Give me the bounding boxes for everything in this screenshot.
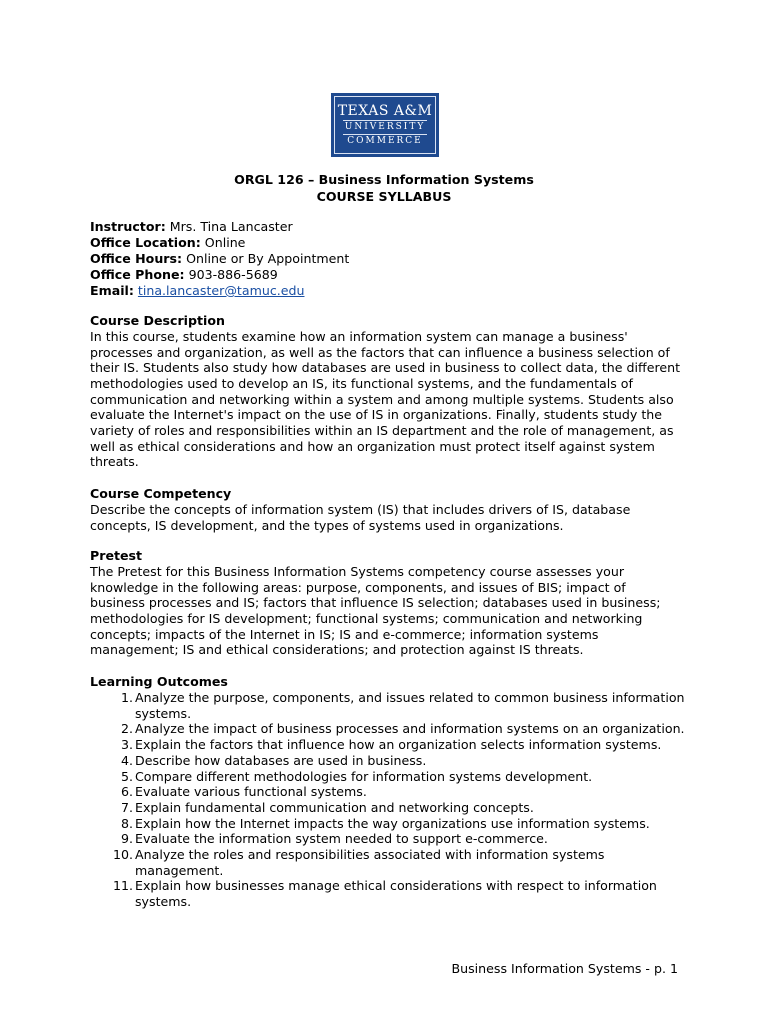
list-item [90, 816, 690, 832]
logo-line-3: COMMERCE [347, 136, 423, 146]
list-item-text: Describe how databases are used in business. [135, 752, 427, 768]
list-item-number: 5. [120, 768, 133, 784]
list-item [90, 878, 690, 909]
learning-outcomes-list [90, 690, 690, 910]
list-item [90, 769, 690, 785]
email-line [90, 283, 690, 299]
list-item [90, 831, 690, 847]
instructor-value: Mrs. Tina Lancaster [169, 219, 293, 234]
office-hours-value: Online or By Appointment [186, 251, 350, 266]
course-description-text: In this course, students examine how an information system can manage a business' processes and organization, as well as the factors that can influence a business selection of their IS. Students also study how databases are used in business to collect data, the different methodologies used to develop an IS, its functional systems, and the fundamentals of communication and networking within a system and among multiple systems. Students also evaluate the Internet's impact on the use of IS in organizations. Finally, students study the variety of roles and responsibilities within an IS department and the role of management, as well as ethical considerations and how an organization must protect itself against system threats. [90, 329, 681, 470]
list-item-text: Explain fundamental communication and networking concepts. [135, 799, 534, 815]
course-competency-heading: Course Competency [90, 486, 232, 501]
list-item-number: 10. [112, 847, 133, 863]
instructor-line [90, 219, 690, 235]
list-item-number: 6. [120, 784, 133, 800]
list-item-number: 9. [120, 831, 133, 847]
list-item-number: 2. [120, 721, 133, 737]
learning-outcomes-heading: Learning Outcomes [90, 674, 228, 689]
list-item-text: Evaluate various functional systems. [135, 784, 367, 800]
office-phone-value: 903-886-5689 [188, 267, 278, 282]
list-item-text: Explain how businesses manage ethical considerations with respect to information systems. [135, 878, 657, 910]
email-link[interactable]: tina.lancaster@tamuc.edu [137, 283, 305, 298]
pretest-heading: Pretest [90, 548, 143, 563]
list-item-text: Analyze the purpose, components, and issues related to common business information systems. [135, 690, 685, 721]
logo-line-2: UNIVERSITY [344, 122, 426, 132]
list-item [90, 737, 690, 753]
logo-rule [343, 134, 427, 135]
pretest-section [90, 548, 690, 658]
list-item-number: 3. [120, 737, 133, 753]
list-item [90, 753, 690, 769]
course-description-section [90, 313, 690, 470]
list-item-text: Explain how the Internet impacts the way organizations use information systems. [135, 815, 650, 831]
list-item [90, 800, 690, 816]
list-item-number: 1. [120, 690, 133, 705]
list-item-text: Analyze the roles and responsibilities associated with information systems management. [135, 847, 605, 878]
list-item-number: 11. [112, 878, 133, 894]
list-item-number: 8. [120, 815, 133, 831]
email-label: Email: [90, 283, 134, 298]
course-competency-text: Describe the concepts of information system (IS) that includes drivers of IS, database concepts, IS development, and the types of systems used in organizations. [90, 502, 631, 533]
course-title: ORGL 126 – Business Information Systems [234, 172, 534, 187]
pretest-text: The Pretest for this Business Information Systems competency course assesses your knowledge in the following areas: purpose, components, and issues of BIS; impact of business processes and IS; factors that influence IS selection; databases used in business; methodologies for IS development; functional systems; communication and networking concepts; impacts of the Internet in IS; IS and e-commerce; information systems management; IS and ethical considerations; and protection against IS threats. [90, 564, 661, 658]
list-item-text: Analyze the impact of business processes and information systems on an organization. [135, 721, 685, 737]
list-item [90, 721, 690, 737]
list-item [90, 690, 690, 721]
office-location-value: Online [204, 235, 246, 250]
office-hours-line [90, 251, 690, 267]
list-item [90, 847, 690, 878]
logo-frame [334, 96, 436, 154]
learning-outcomes-heading-wrap [90, 674, 690, 690]
course-competency-section [90, 486, 690, 533]
university-logo [331, 93, 439, 157]
office-phone-label: Office Phone: [90, 267, 185, 282]
list-item-number: 7. [120, 799, 133, 815]
contact-info [90, 219, 690, 299]
list-item-text: Evaluate the information system needed to support e-commerce. [135, 831, 548, 847]
office-phone-line [90, 267, 690, 283]
logo-line-1: TEXAS A&M [337, 103, 433, 119]
list-item-text: Compare different methodologies for information systems development. [135, 768, 593, 784]
course-description-heading: Course Description [90, 313, 225, 328]
office-location-line [90, 235, 690, 251]
logo-rule [343, 120, 427, 121]
instructor-label: Instructor: [90, 219, 166, 234]
list-item [90, 784, 690, 800]
page-footer: Business Information Systems - p. 1 [451, 961, 678, 976]
list-item-text: Explain the factors that influence how an organization selects information systems. [135, 737, 662, 753]
office-hours-label: Office Hours: [90, 251, 183, 266]
office-location-label: Office Location: [90, 235, 201, 250]
list-item-number: 4. [120, 752, 133, 768]
document-subtitle: COURSE SYLLABUS [316, 189, 452, 204]
